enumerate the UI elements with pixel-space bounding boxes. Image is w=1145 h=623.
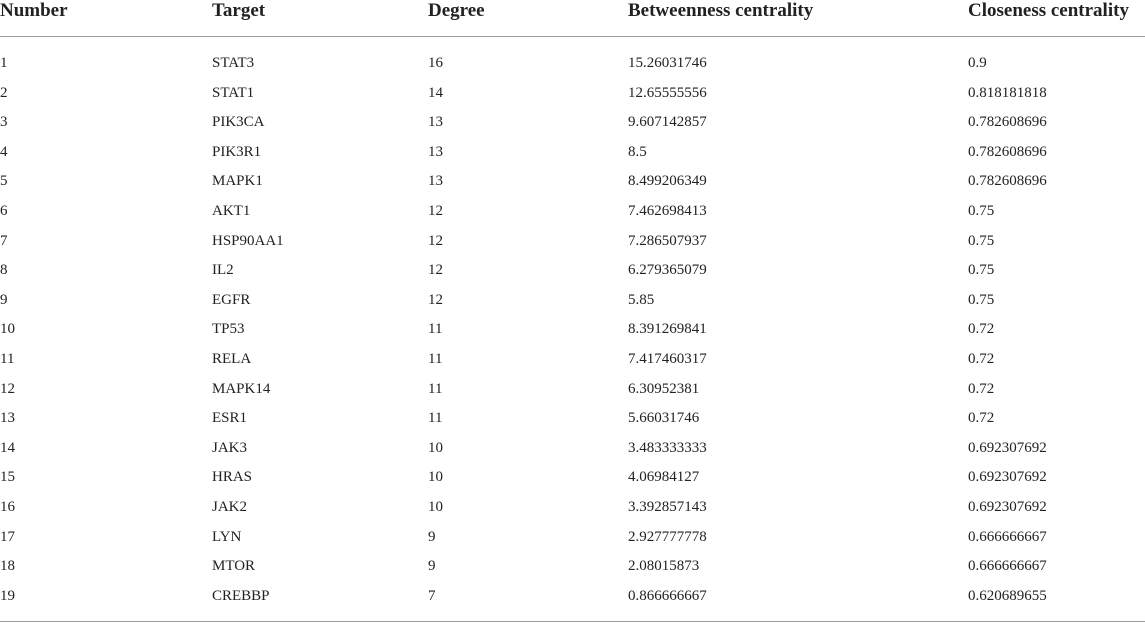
cell-degree: 10 [428,439,443,456]
table-row [0,227,1145,257]
cell-closeness: 0.782608696 [968,173,1047,190]
column-header-betweenness: Betweenness centrality [628,0,814,21]
cell-closeness: 0.818181818 [968,84,1047,101]
cell-closeness: 0.666666667 [968,558,1047,575]
cell-degree: 10 [428,469,443,486]
cell-betweenness: 8.391269841 [628,321,707,338]
cell-number: 4 [0,143,8,160]
table-row [0,404,1145,434]
cell-betweenness: 15.26031746 [628,55,707,71]
cell-target: LYN [212,528,242,545]
cell-degree: 12 [428,291,443,308]
cell-betweenness: 8.499206349 [628,173,707,190]
cell-number: 3 [0,114,8,131]
cell-target: MTOR [212,558,256,575]
cell-number: 7 [0,232,8,249]
cell-number: 10 [0,321,15,338]
cell-closeness: 0.666666667 [968,528,1047,545]
cell-betweenness: 7.286507937 [628,232,707,249]
cell-degree: 7 [428,587,436,604]
cell-betweenness: 9.607142857 [628,114,707,131]
cell-degree: 13 [428,143,443,160]
cell-target: PIK3R1 [212,143,262,160]
cell-betweenness: 5.66031746 [628,410,700,427]
cell-number: 9 [0,291,8,308]
cell-degree: 11 [428,380,443,397]
cell-betweenness: 6.30952381 [628,380,700,397]
cell-closeness: 0.75 [968,202,995,219]
cell-betweenness: 7.462698413 [628,202,707,219]
table-row [0,286,1145,316]
cell-betweenness: 0.866666667 [628,587,707,604]
cell-closeness: 0.72 [968,350,995,367]
cell-number: 11 [0,350,15,367]
cell-closeness: 0.72 [968,380,995,397]
cell-degree: 9 [428,528,436,545]
table-row [0,434,1145,464]
column-header-closeness: Closeness centrality [968,0,1129,21]
table-row [0,138,1145,168]
cell-number: 12 [0,380,15,397]
cell-betweenness: 2.08015873 [628,558,700,575]
cell-betweenness: 3.483333333 [628,439,707,456]
cell-degree: 11 [428,410,443,427]
cell-degree: 11 [428,321,443,338]
table-row [0,108,1145,138]
cell-target: PIK3CA [212,114,265,131]
table-row [0,256,1145,286]
cell-closeness: 0.782608696 [968,114,1047,131]
table-row [0,552,1145,582]
cell-number: 19 [0,587,15,604]
cell-target: HSP90AA1 [212,232,284,249]
cell-degree: 11 [428,350,443,367]
cell-number: 1 [0,55,8,71]
cell-target: ESR1 [212,410,248,427]
table-row [0,37,1145,79]
table-row [0,523,1145,553]
table-bottom-rule [0,621,1145,622]
cell-target: STAT3 [212,55,255,71]
table-row [0,79,1145,109]
cell-degree: 9 [428,558,436,575]
cell-target: CREBBP [212,587,270,604]
cell-closeness: 0.75 [968,291,995,308]
cell-number: 17 [0,528,15,545]
cell-degree: 13 [428,114,443,131]
cell-target: JAK2 [212,498,248,515]
cell-target: STAT1 [212,84,255,101]
cell-closeness: 0.692307692 [968,498,1047,515]
cell-betweenness: 7.417460317 [628,350,707,367]
table-row [0,582,1145,612]
cell-target: AKT1 [212,202,251,219]
cell-target: EGFR [212,291,251,308]
cell-target: IL2 [212,262,234,279]
cell-number: 6 [0,202,8,219]
cell-degree: 12 [428,202,443,219]
cell-degree: 10 [428,498,443,515]
table-row [0,463,1145,493]
table-body [0,37,1145,612]
cell-closeness: 0.692307692 [968,439,1047,456]
cell-number: 14 [0,439,15,456]
cell-target: MAPK1 [212,173,263,190]
cell-number: 18 [0,558,15,575]
cell-target: JAK3 [212,439,248,456]
cell-number: 5 [0,173,8,190]
table-row [0,375,1145,405]
cell-target: TP53 [212,321,245,338]
table-row [0,197,1145,227]
cell-number: 2 [0,84,8,101]
cell-closeness: 0.75 [968,262,995,279]
cell-closeness: 0.72 [968,321,995,338]
header-row [0,0,1145,37]
table-row [0,315,1145,345]
table-row [0,493,1145,523]
cell-number: 15 [0,469,15,486]
cell-betweenness: 2.927777778 [628,528,707,545]
cell-betweenness: 3.392857143 [628,498,707,515]
cell-target: MAPK14 [212,380,271,397]
cell-betweenness: 4.06984127 [628,469,700,486]
cell-target: RELA [212,350,252,367]
cell-number: 8 [0,262,8,279]
cell-target: HRAS [212,469,253,486]
column-header-degree: Degree [428,0,485,21]
cell-closeness: 0.9 [968,55,987,71]
cell-closeness: 0.692307692 [968,469,1047,486]
cell-closeness: 0.75 [968,232,995,249]
cell-closeness: 0.782608696 [968,143,1047,160]
cell-closeness: 0.620689655 [968,587,1047,604]
table-row [0,167,1145,197]
table-row [0,345,1145,375]
column-header-number: Number [0,0,68,21]
cell-betweenness: 6.279365079 [628,262,707,279]
cell-number: 13 [0,410,15,427]
table-header [0,0,1145,37]
cell-degree: 12 [428,232,443,249]
cell-betweenness: 5.85 [628,291,655,308]
cell-betweenness: 8.5 [628,143,647,160]
cell-degree: 16 [428,55,443,71]
cell-closeness: 0.72 [968,410,995,427]
cell-degree: 14 [428,84,443,101]
cell-betweenness: 12.65555556 [628,84,707,101]
cell-degree: 13 [428,173,443,190]
cell-degree: 12 [428,262,443,279]
column-header-target: Target [212,0,266,21]
cell-number: 16 [0,498,15,515]
